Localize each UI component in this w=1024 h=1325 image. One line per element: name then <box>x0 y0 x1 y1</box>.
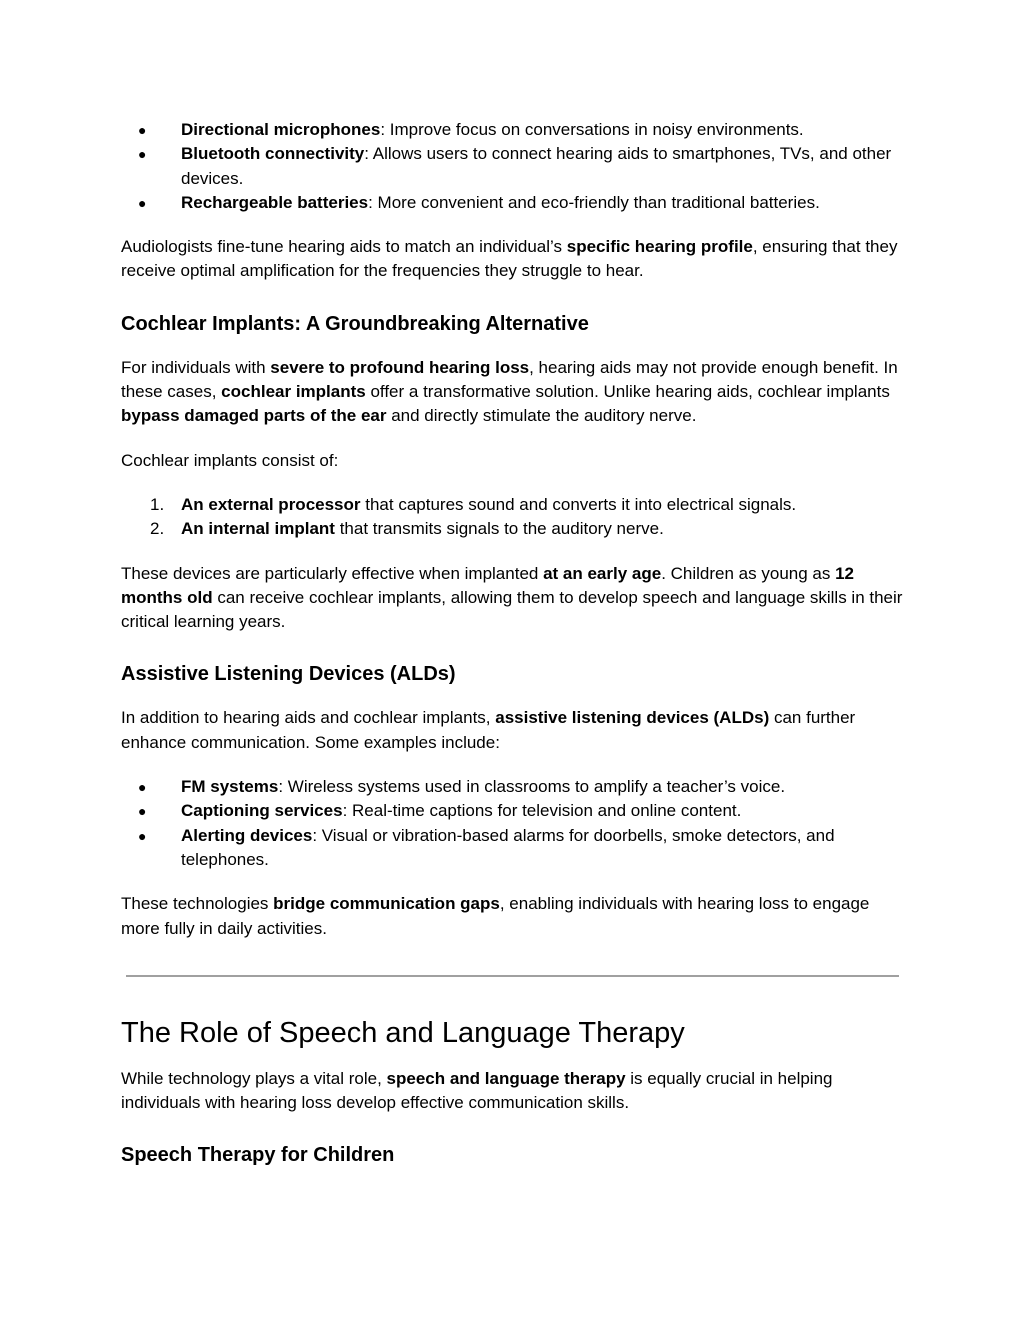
list-item-text: that transmits signals to the auditory nerve. <box>334 519 664 539</box>
speech-therapy-children-heading: Speech Therapy for Children <box>121 1144 395 1167</box>
early-age-paragraph: These devices are particularly effective when implanted at an early age. Children as young as 12 months old can receive cochlear implants, allowing them to develop speech and language skills in their critical learning years. <box>121 563 903 632</box>
bullet-icon: ● <box>138 803 147 820</box>
cochlear-heading: Cochlear Implants: A Groundbreaking Alternative <box>121 312 589 335</box>
list-number: 1. <box>150 494 165 514</box>
cochlear-paragraph: For individuals with severe to profound hearing loss, hearing aids may not provide enough benefit. In these cases, cochlear implants offer a transformative solution. Unlike hearing aids, cochlear implants bypass damaged parts of the ear and directly stimulate the auditory nerve. <box>121 357 898 426</box>
list-item <box>121 142 906 191</box>
list-item-text: : Real-time captions for television and online content. <box>342 801 742 821</box>
list-item-term: Bluetooth connectivity <box>181 144 365 164</box>
bullet-icon: ● <box>138 827 147 844</box>
alds-examples-list <box>121 775 906 872</box>
list-item <box>121 118 906 142</box>
list-item <box>121 799 906 823</box>
bullet-icon: ● <box>138 194 147 211</box>
list-item <box>121 517 906 541</box>
therapy-heading: The Role of Speech and Language Therapy <box>121 1016 685 1049</box>
list-item-text: : Improve focus on conversations in noisy environments. <box>380 120 804 139</box>
alds-intro-paragraph: In addition to hearing aids and cochlear implants, assistive listening devices (ALDs) can further enhance communication. Some examples include: <box>121 708 856 752</box>
list-item-text: : More convenient and eco-friendly than traditional batteries. <box>368 192 820 212</box>
list-item-text: that captures sound and converts it into electrical signals. <box>360 494 797 514</box>
list-item-term: FM systems <box>181 777 279 797</box>
horizontal-divider <box>126 975 899 977</box>
alds-closing-paragraph: These technologies bridge communication gaps, enabling individuals with hearing loss to engage more fully in daily activities. <box>121 894 870 938</box>
list-item-text: : Visual or vibration-based alarms for doorbells, smoke detectors, and telephones. <box>181 825 835 869</box>
list-item-text: : Allows users to connect hearing aids to smartphones, TVs, and other devices. <box>181 144 892 188</box>
cochlear-components-list <box>121 493 906 542</box>
list-item <box>121 775 906 799</box>
list-item-term: An external processor <box>181 494 361 514</box>
list-item-text: : Wireless systems used in classrooms to amplify a teacher’s voice. <box>278 777 786 797</box>
list-item-term: An internal implant <box>181 519 335 539</box>
cochlear-consist-intro: Cochlear implants consist of: <box>121 450 339 470</box>
list-item <box>121 824 906 873</box>
list-item <box>121 191 906 215</box>
document-page <box>121 118 906 1169</box>
hearing-aid-features-list <box>121 118 906 215</box>
bullet-icon: ● <box>138 122 147 138</box>
list-item <box>121 493 906 517</box>
list-item-term: Captioning services <box>181 801 343 821</box>
audiologists-paragraph: Audiologists fine-tune hearing aids to match an individual’s specific hearing profile, ensuring that they receive optimal amplification for the frequencies they struggle to hear. <box>121 237 898 281</box>
bullet-icon: ● <box>138 779 147 796</box>
list-item-term: Rechargeable batteries <box>181 192 369 212</box>
list-item-term: Alerting devices <box>181 825 313 845</box>
list-item-term: Directional microphones <box>181 120 381 139</box>
list-number: 2. <box>150 519 165 539</box>
therapy-paragraph: While technology plays a vital role, speech and language therapy is equally crucial in helping individuals with hearing loss develop effective communication skills. <box>121 1068 833 1113</box>
bullet-icon: ● <box>138 146 147 163</box>
alds-heading: Assistive Listening Devices (ALDs) <box>121 663 456 686</box>
